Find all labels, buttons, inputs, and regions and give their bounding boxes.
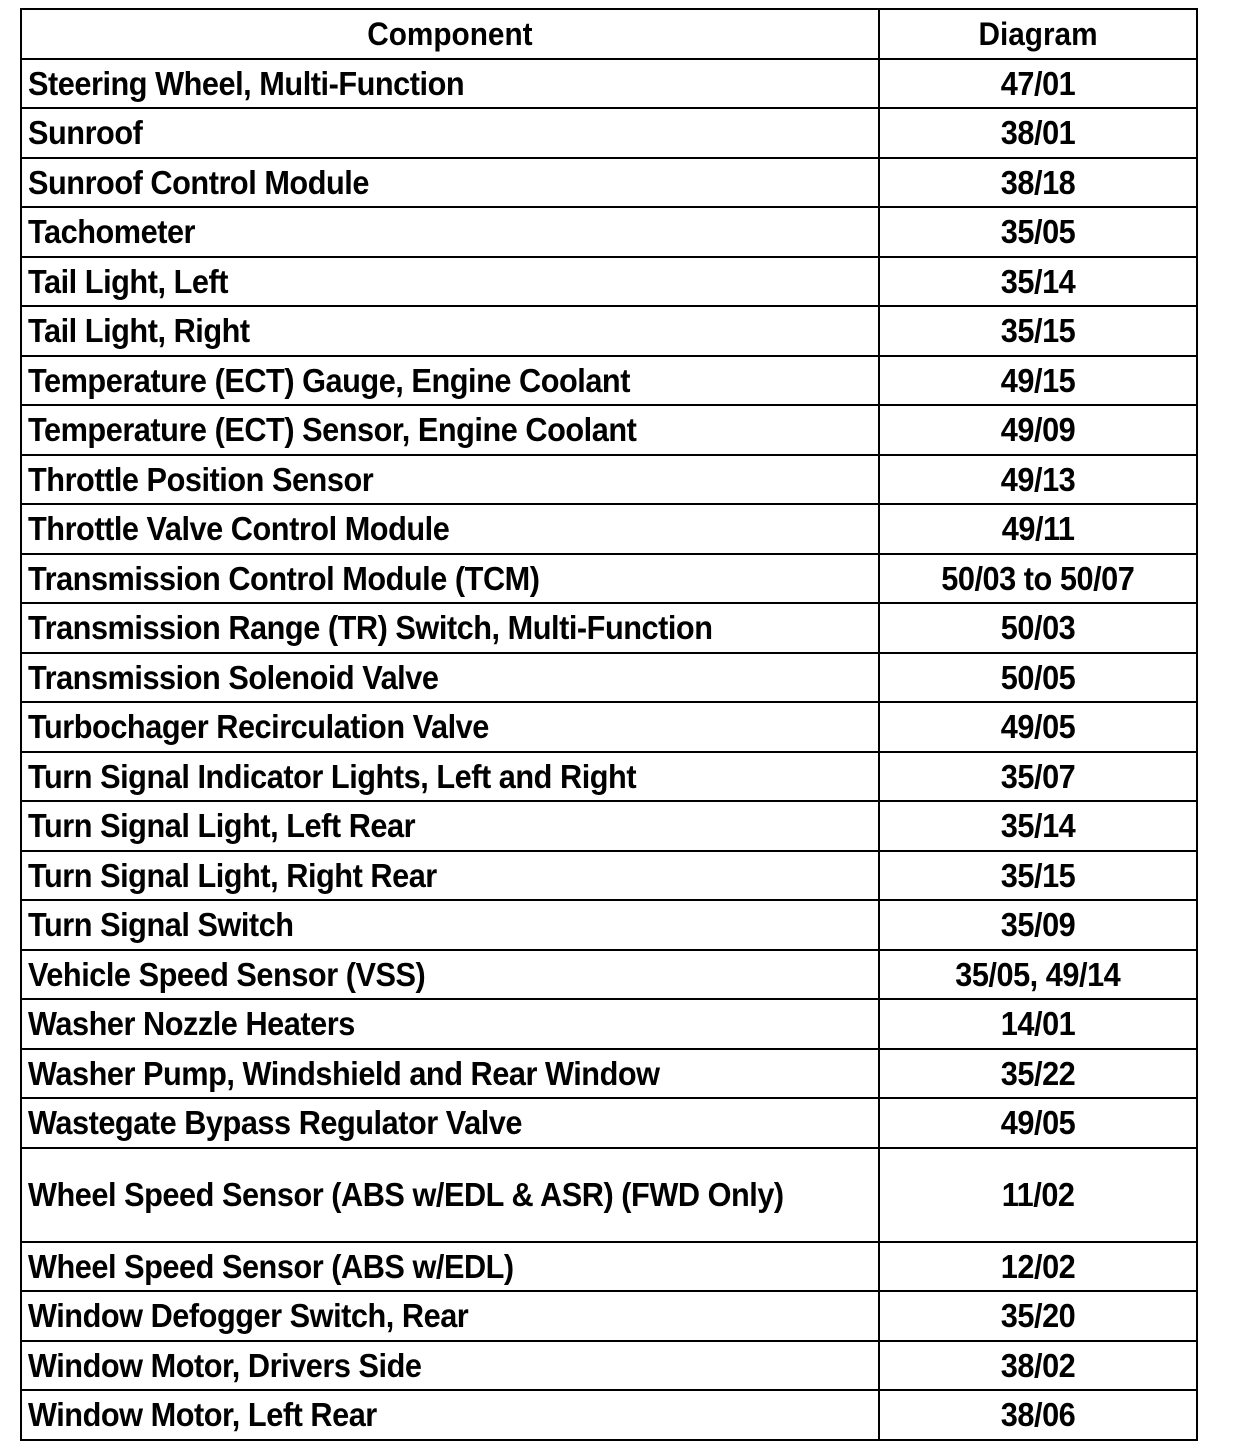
component-name: Turn Signal Light, Right Rear bbox=[28, 856, 437, 894]
component-cell bbox=[21, 405, 879, 455]
table-row bbox=[21, 1341, 1197, 1391]
diagram-cell bbox=[879, 950, 1197, 1000]
component-cell bbox=[21, 999, 879, 1049]
component-name: Throttle Valve Control Module bbox=[28, 510, 450, 548]
table-row bbox=[21, 1291, 1197, 1341]
diagram-ref: 49/13 bbox=[1000, 460, 1076, 498]
component-name: Wastegate Bypass Regulator Valve bbox=[28, 1104, 522, 1142]
diagram-cell bbox=[879, 603, 1197, 653]
diagram-cell bbox=[879, 59, 1197, 109]
component-name: Transmission Control Module (TCM) bbox=[28, 559, 540, 597]
component-cell bbox=[21, 851, 879, 901]
diagram-cell bbox=[879, 108, 1197, 158]
component-cell bbox=[21, 455, 879, 505]
component-name: Temperature (ECT) Gauge, Engine Coolant bbox=[28, 361, 630, 399]
table-row bbox=[21, 158, 1197, 208]
diagram-cell bbox=[879, 356, 1197, 406]
diagram-ref: 35/05 bbox=[1000, 213, 1076, 251]
diagram-ref: 35/09 bbox=[1000, 906, 1076, 944]
component-name: Wheel Speed Sensor (ABS w/EDL & ASR) (FWD Only) bbox=[28, 1176, 784, 1213]
diagram-ref: 35/20 bbox=[1000, 1297, 1076, 1335]
table-header bbox=[21, 9, 1197, 59]
table-row bbox=[21, 257, 1197, 307]
table-body bbox=[21, 59, 1197, 1440]
component-cell bbox=[21, 207, 879, 257]
diagram-cell bbox=[879, 999, 1197, 1049]
table-row bbox=[21, 1049, 1197, 1099]
component-cell bbox=[21, 1049, 879, 1099]
table-row bbox=[21, 59, 1197, 109]
component-name: Turn Signal Indicator Lights, Left and Right bbox=[28, 757, 637, 795]
column-header-component-label: Component bbox=[367, 15, 533, 52]
component-cell bbox=[21, 1291, 879, 1341]
component-cell bbox=[21, 1098, 879, 1148]
component-cell bbox=[21, 900, 879, 950]
diagram-ref: 12/02 bbox=[1000, 1247, 1076, 1285]
diagram-ref: 35/22 bbox=[1000, 1054, 1076, 1092]
diagram-ref: 50/05 bbox=[1000, 658, 1076, 696]
component-cell bbox=[21, 1242, 879, 1292]
component-name: Tail Light, Right bbox=[28, 312, 250, 350]
diagram-ref: 35/05, 49/14 bbox=[955, 955, 1121, 993]
diagram-ref: 49/09 bbox=[1000, 411, 1076, 449]
diagram-ref: 38/01 bbox=[1000, 114, 1076, 152]
table-row bbox=[21, 504, 1197, 554]
table-row bbox=[21, 405, 1197, 455]
component-cell bbox=[21, 950, 879, 1000]
diagram-ref: 38/06 bbox=[1000, 1396, 1076, 1434]
component-cell bbox=[21, 1390, 879, 1440]
diagram-ref: 50/03 to 50/07 bbox=[941, 559, 1135, 597]
diagram-cell bbox=[879, 801, 1197, 851]
diagram-cell bbox=[879, 1049, 1197, 1099]
component-name: Throttle Position Sensor bbox=[28, 460, 374, 498]
component-name: Washer Nozzle Heaters bbox=[28, 1005, 355, 1043]
diagram-ref: 50/03 bbox=[1000, 609, 1076, 647]
table-row bbox=[21, 999, 1197, 1049]
diagram-ref: 35/07 bbox=[1000, 757, 1076, 795]
column-header-component bbox=[21, 9, 879, 59]
column-header-diagram bbox=[879, 9, 1197, 59]
component-cell bbox=[21, 257, 879, 307]
component-name: Temperature (ECT) Sensor, Engine Coolant bbox=[28, 411, 637, 449]
table-row bbox=[21, 653, 1197, 703]
diagram-cell bbox=[879, 1098, 1197, 1148]
diagram-ref: 38/02 bbox=[1000, 1346, 1076, 1384]
component-cell bbox=[21, 702, 879, 752]
column-header-diagram-label: Diagram bbox=[978, 15, 1098, 52]
table-row bbox=[21, 455, 1197, 505]
diagram-cell bbox=[879, 455, 1197, 505]
component-cell bbox=[21, 603, 879, 653]
table-row bbox=[21, 1148, 1197, 1242]
diagram-cell bbox=[879, 306, 1197, 356]
diagram-cell bbox=[879, 653, 1197, 703]
diagram-ref: 11/02 bbox=[1001, 1176, 1075, 1213]
table-row bbox=[21, 702, 1197, 752]
diagram-ref: 49/05 bbox=[1000, 708, 1076, 746]
table-row bbox=[21, 801, 1197, 851]
table-row bbox=[21, 1390, 1197, 1440]
component-name: Steering Wheel, Multi-Function bbox=[28, 64, 465, 102]
diagram-cell bbox=[879, 851, 1197, 901]
diagram-cell bbox=[879, 158, 1197, 208]
component-cell bbox=[21, 554, 879, 604]
diagram-cell bbox=[879, 207, 1197, 257]
diagram-cell bbox=[879, 1148, 1197, 1242]
component-cell bbox=[21, 504, 879, 554]
diagram-ref: 49/15 bbox=[1000, 361, 1076, 399]
diagram-ref: 49/11 bbox=[1001, 510, 1075, 548]
component-name: Sunroof bbox=[28, 114, 143, 152]
diagram-ref: 49/05 bbox=[1000, 1104, 1076, 1142]
table-row bbox=[21, 554, 1197, 604]
component-name: Washer Pump, Windshield and Rear Window bbox=[28, 1054, 660, 1092]
component-name: Transmission Solenoid Valve bbox=[28, 658, 439, 696]
component-name: Window Defogger Switch, Rear bbox=[28, 1297, 469, 1335]
diagram-cell bbox=[879, 900, 1197, 950]
table-row bbox=[21, 306, 1197, 356]
table-row bbox=[21, 1242, 1197, 1292]
diagram-ref: 38/18 bbox=[1000, 163, 1076, 201]
component-name: Window Motor, Left Rear bbox=[28, 1396, 377, 1434]
table-row bbox=[21, 1098, 1197, 1148]
header-row bbox=[21, 9, 1197, 59]
component-name: Turn Signal Switch bbox=[28, 906, 294, 944]
component-cell bbox=[21, 59, 879, 109]
table-row bbox=[21, 603, 1197, 653]
component-name: Vehicle Speed Sensor (VSS) bbox=[28, 955, 426, 993]
component-cell bbox=[21, 1341, 879, 1391]
component-name: Wheel Speed Sensor (ABS w/EDL) bbox=[28, 1247, 514, 1285]
component-cell bbox=[21, 306, 879, 356]
component-cell bbox=[21, 356, 879, 406]
component-cell bbox=[21, 158, 879, 208]
component-name: Sunroof Control Module bbox=[28, 163, 369, 201]
component-cell bbox=[21, 1148, 879, 1242]
diagram-cell bbox=[879, 504, 1197, 554]
component-name: Turbochager Recirculation Valve bbox=[28, 708, 489, 746]
diagram-ref: 35/15 bbox=[1000, 312, 1076, 350]
diagram-cell bbox=[879, 1390, 1197, 1440]
diagram-ref: 35/15 bbox=[1000, 856, 1076, 894]
table-row bbox=[21, 900, 1197, 950]
diagram-cell bbox=[879, 405, 1197, 455]
diagram-cell bbox=[879, 257, 1197, 307]
diagram-cell bbox=[879, 1242, 1197, 1292]
table-row bbox=[21, 356, 1197, 406]
component-cell bbox=[21, 653, 879, 703]
diagram-cell bbox=[879, 1341, 1197, 1391]
component-name: Window Motor, Drivers Side bbox=[28, 1346, 422, 1384]
component-cell bbox=[21, 752, 879, 802]
component-name: Tail Light, Left bbox=[28, 262, 228, 300]
component-cell bbox=[21, 801, 879, 851]
diagram-ref: 35/14 bbox=[1000, 807, 1076, 845]
diagram-cell bbox=[879, 1291, 1197, 1341]
component-name: Tachometer bbox=[28, 213, 196, 251]
component-name: Turn Signal Light, Left Rear bbox=[28, 807, 416, 845]
table-row bbox=[21, 752, 1197, 802]
table-row bbox=[21, 108, 1197, 158]
table-row bbox=[21, 950, 1197, 1000]
table-row bbox=[21, 851, 1197, 901]
diagram-ref: 35/14 bbox=[1000, 262, 1076, 300]
diagram-ref: 14/01 bbox=[1000, 1005, 1076, 1043]
component-diagram-table bbox=[20, 8, 1198, 1441]
diagram-cell bbox=[879, 554, 1197, 604]
diagram-cell bbox=[879, 752, 1197, 802]
component-cell bbox=[21, 108, 879, 158]
diagram-cell bbox=[879, 702, 1197, 752]
diagram-ref: 47/01 bbox=[1000, 64, 1076, 102]
table-row bbox=[21, 207, 1197, 257]
component-name: Transmission Range (TR) Switch, Multi-Function bbox=[28, 609, 713, 647]
